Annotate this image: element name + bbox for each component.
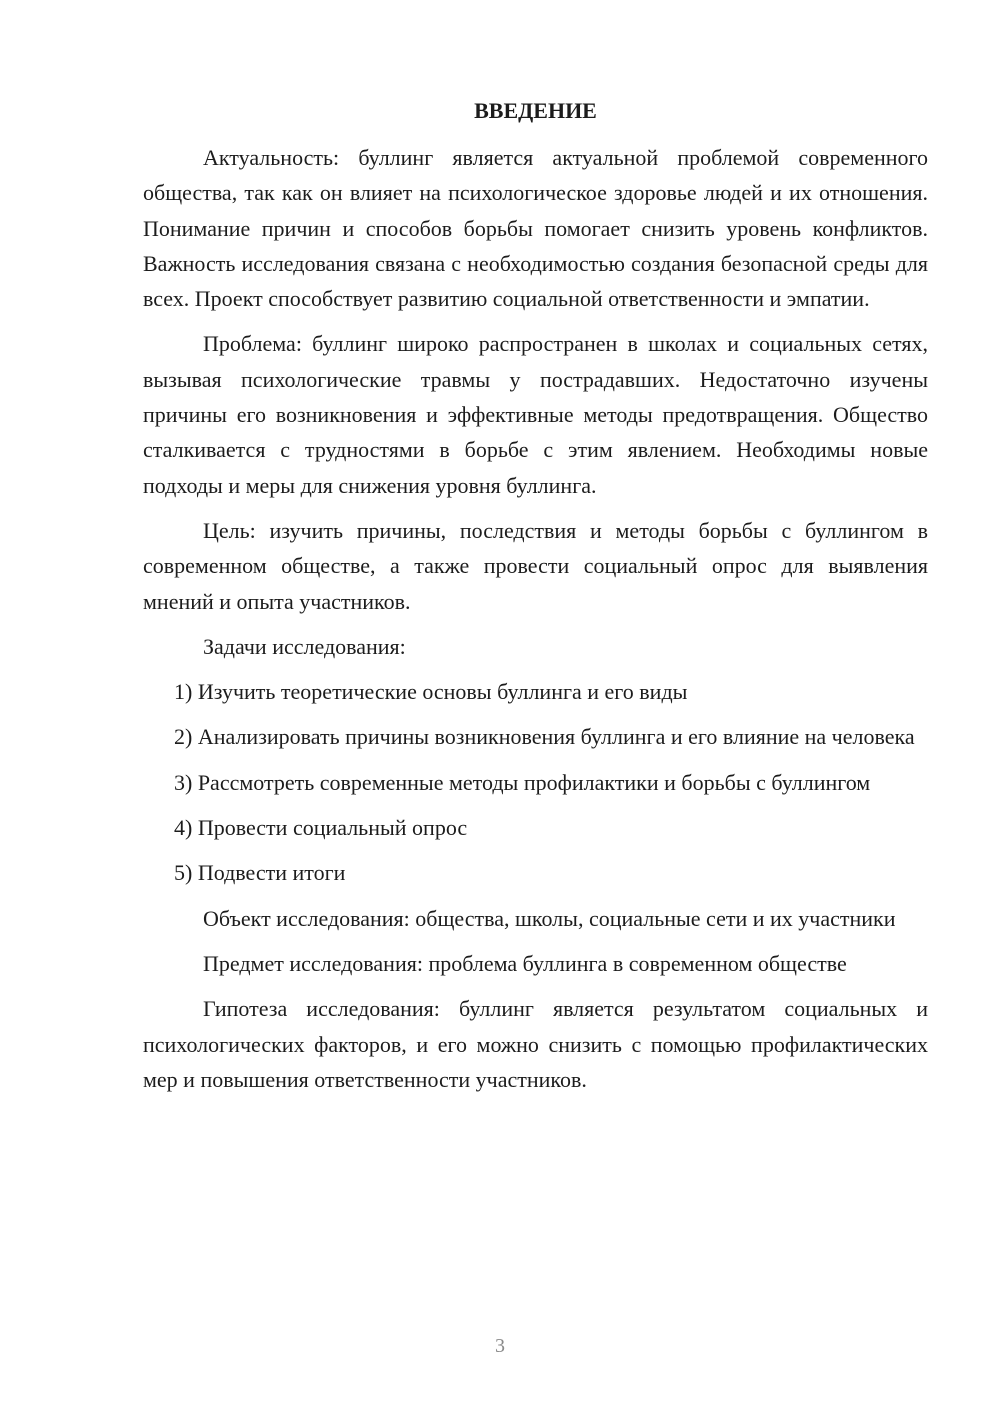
task-item-3: 3) Рассмотреть современные методы профилактики и борьбы с буллингом: [174, 769, 871, 795]
paragraph-subject: Предмет исследования: проблема буллинга в современном обществе: [203, 950, 847, 976]
paragraph-relevance: Актуальность: буллинг является актуальной проблемой современного общества, так как он влияет на психологическое здоровье людей и их отношения. Понимание причин и способов борьбы помогает снизить уровень конфликтов. Важность исследования связана с необходимостью создания безопасной среды для всех. Проект способствует развитию социальной ответственности и эмпатии.: [143, 145, 928, 312]
page-number: 3: [495, 1335, 505, 1357]
task-item-4: 4) Провести социальный опрос: [174, 815, 468, 841]
paragraph-object: Объект исследования: общества, школы, социальные сети и их участники: [203, 905, 896, 931]
paragraph-tasks-heading: Задачи исследования:: [203, 633, 406, 659]
paragraph-goal: Цель: изучить причины, последствия и методы борьбы с буллингом в современном обществе, а также провести социальный опрос для выявления мнений и опыта участников.: [143, 517, 928, 614]
paragraph-hypothesis: Гипотеза исследования: буллинг является результатом социальных и психологических факторов, и его можно снизить с помощью профилактических мер и повышения ответственности участников.: [143, 996, 928, 1092]
task-item-2: 2) Анализировать причины возникновения буллинга и его влияние на человека: [174, 724, 915, 750]
paragraph-problem: Проблема: буллинг широко распространен в школах и социальных сетях, вызывая психологические травмы у пострадавших. Недостаточно изучены причины его возникновения и эффективные методы предотвращения. Общество сталкивается с трудностями в борьбе с этим явлением. Необходимы новые подходы и меры для снижения уровня буллинга.: [143, 331, 928, 498]
document-page: [143, 93, 928, 1097]
task-item-1: 1) Изучить теоретические основы буллинга и его виды: [174, 679, 688, 705]
section-title: ВВЕДЕНИЕ: [474, 98, 597, 123]
task-item-5: 5) Подвести итоги: [174, 860, 346, 886]
